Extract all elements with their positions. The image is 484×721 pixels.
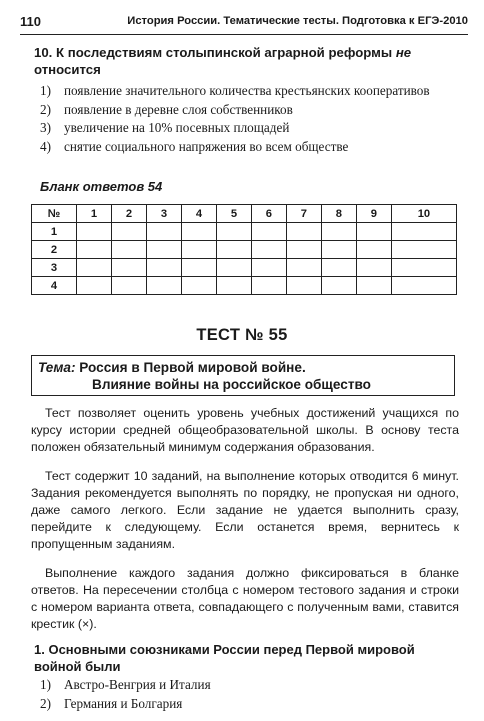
- answer-sheet-row-header: 3: [32, 259, 77, 277]
- page-header: [20, 8, 468, 35]
- answer-cell[interactable]: [146, 241, 181, 259]
- page-number: 110: [20, 14, 41, 29]
- answer-cell[interactable]: [77, 277, 112, 295]
- answer-sheet-row-header: 2: [32, 241, 77, 259]
- answer-cell[interactable]: [356, 277, 391, 295]
- question-10-emphasis: не: [395, 45, 412, 60]
- answer-cell[interactable]: [111, 277, 146, 295]
- instructions-paragraph: [31, 468, 459, 553]
- answer-cell[interactable]: [321, 259, 356, 277]
- answer-option: [40, 138, 470, 157]
- answer-sheet-column-header: 9: [356, 205, 391, 223]
- answer-sheet-corner: №: [32, 205, 77, 223]
- answer-option: [40, 695, 470, 714]
- answer-cell[interactable]: [181, 259, 216, 277]
- question-1-text: Основными союзниками России перед Первой мировой войной были: [34, 642, 415, 674]
- test-title: ТЕСТ № 55: [196, 326, 288, 344]
- answer-cell[interactable]: [356, 223, 391, 241]
- answer-cell[interactable]: [321, 277, 356, 295]
- answer-cell[interactable]: [146, 259, 181, 277]
- answer-cell[interactable]: [251, 223, 286, 241]
- answer-sheet-row: [32, 259, 457, 277]
- question-10-options: [40, 82, 470, 156]
- answer-cell[interactable]: [181, 223, 216, 241]
- answer-cell[interactable]: [356, 259, 391, 277]
- option-text: появление в деревне слоя собственников: [64, 101, 293, 117]
- answer-sheet-column-header: 2: [111, 205, 146, 223]
- answer-cell[interactable]: [181, 241, 216, 259]
- option-number: 4): [40, 138, 51, 154]
- question-10-number: 10.: [34, 45, 53, 60]
- topic-box: [31, 355, 455, 396]
- answer-option: [40, 676, 470, 695]
- answer-sheet-row: [32, 241, 457, 259]
- option-number: 2): [40, 695, 51, 711]
- answer-cell[interactable]: [216, 241, 251, 259]
- question-10-text: К последствиям столыпинской аграрной реформы: [56, 45, 393, 60]
- option-text: Австро-Венгрия и Италия: [64, 677, 211, 692]
- topic-line-1: Россия в Первой мировой войне.: [79, 360, 306, 375]
- option-text: появление значительного количества крестьянских кооперативов: [64, 83, 430, 98]
- intro-paragraph: [31, 405, 459, 456]
- answer-sheet-header-row: [32, 205, 457, 223]
- answer-sheet-column-header: 4: [181, 205, 216, 223]
- answer-cell[interactable]: [286, 223, 321, 241]
- answer-cell[interactable]: [111, 259, 146, 277]
- answer-rules-paragraph: [31, 565, 459, 633]
- option-text: Германия и Болгария: [64, 695, 183, 711]
- answer-cell[interactable]: [216, 259, 251, 277]
- answer-sheet-row-header: 1: [32, 223, 77, 241]
- answer-cell[interactable]: [391, 241, 456, 259]
- running-title: История России. Тематические тесты. Подготовка к ЕГЭ-2010: [127, 15, 468, 27]
- topic-line-2: Влияние войны на российское общество: [92, 377, 371, 392]
- answer-cell[interactable]: [286, 241, 321, 259]
- answer-sheet-column-header: 6: [251, 205, 286, 223]
- answer-sheet-row: [32, 223, 457, 241]
- option-text: снятие социального напряжения во всем обществе: [64, 138, 349, 154]
- answer-sheet-row-header: 4: [32, 277, 77, 295]
- option-text: увеличение на 10% посевных площадей: [64, 120, 290, 136]
- answer-cell[interactable]: [251, 259, 286, 277]
- answer-cell[interactable]: [216, 277, 251, 295]
- paragraph-text: Тест позволяет оценить уровень учебных достижений учащихся по курсу истории средней общеобразовательной школы. В основу теста положен обязательный минимум содержания образования.: [31, 406, 459, 454]
- answer-option: [40, 82, 470, 101]
- answer-cell[interactable]: [251, 277, 286, 295]
- answer-cell[interactable]: [111, 241, 146, 259]
- option-number: 1): [40, 677, 51, 692]
- answer-cell[interactable]: [321, 223, 356, 241]
- question-10: [34, 44, 464, 78]
- answer-sheet-column-header: 7: [286, 205, 321, 223]
- question-1: [34, 641, 462, 675]
- answer-sheet-row: [32, 277, 457, 295]
- answer-cell[interactable]: [356, 241, 391, 259]
- answer-cell[interactable]: [77, 259, 112, 277]
- answer-sheet-column-header: 1: [77, 205, 112, 223]
- answer-cell[interactable]: [286, 277, 321, 295]
- answer-sheet-table: [31, 204, 457, 295]
- answer-cell[interactable]: [391, 223, 456, 241]
- question-1-number: 1.: [34, 642, 45, 657]
- answer-option: [40, 101, 470, 120]
- answer-sheet-column-header: 5: [216, 205, 251, 223]
- topic-label: Тема:: [38, 360, 76, 375]
- answer-cell[interactable]: [251, 241, 286, 259]
- question-1-options: [40, 676, 470, 713]
- option-number: 3): [40, 120, 51, 136]
- question-10-text-end: относится: [34, 62, 101, 77]
- option-number: 2): [40, 101, 51, 117]
- answer-sheet-column-header: 8: [321, 205, 356, 223]
- answer-cell[interactable]: [321, 241, 356, 259]
- answer-cell[interactable]: [77, 241, 112, 259]
- answer-cell[interactable]: [286, 259, 321, 277]
- answer-sheet-title: Бланк ответов 54: [40, 179, 163, 194]
- answer-option: [40, 119, 470, 138]
- answer-sheet-column-header: 10: [391, 205, 456, 223]
- answer-cell[interactable]: [391, 277, 456, 295]
- answer-cell[interactable]: [216, 223, 251, 241]
- answer-sheet-column-header: 3: [146, 205, 181, 223]
- answer-cell[interactable]: [77, 223, 112, 241]
- answer-cell[interactable]: [111, 223, 146, 241]
- option-number: 1): [40, 83, 51, 98]
- answer-cell[interactable]: [391, 259, 456, 277]
- paragraph-text: Выполнение каждого задания должно фиксироваться в бланке ответов. На пересечении столбца с номером тестового задания и строки с номером варианта ответа, совпадающего с полученным вами, ставится крестик (×).: [31, 566, 459, 631]
- answer-cell[interactable]: [146, 223, 181, 241]
- answer-cell[interactable]: [146, 277, 181, 295]
- paragraph-text: Тест содержит 10 заданий, на выполнение которых отводится 6 минут. Задания рекомендуется выполнять по порядку, не пропуская ни одного, даже самого легкого. Если задание не удается выполнить сразу, перейдите к следующему. Если останется время, вернитесь к пропущенным заданиям.: [31, 469, 459, 551]
- answer-cell[interactable]: [181, 277, 216, 295]
